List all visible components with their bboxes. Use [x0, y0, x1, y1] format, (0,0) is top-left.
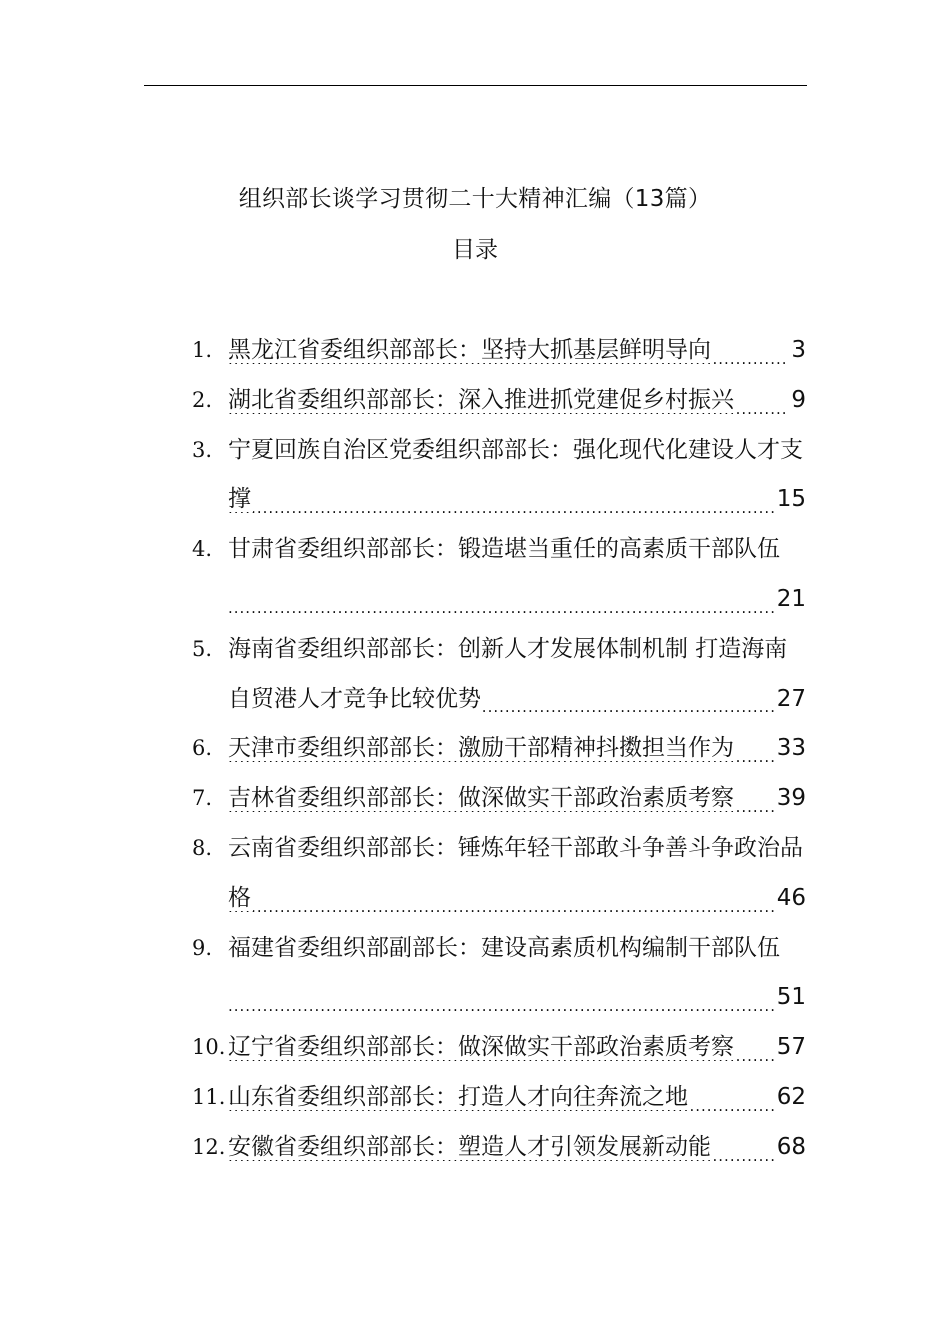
toc-entry-2[interactable]: [192, 376, 806, 426]
toc-entry-page: 27: [774, 675, 806, 725]
toc-entry-page: 39: [774, 774, 806, 824]
toc-entry-5[interactable]: [192, 625, 806, 725]
toc-entry-title: 山东省委组织部部长：打造人才向往奔流之地: [228, 1083, 688, 1110]
toc-entry-1[interactable]: [192, 326, 806, 376]
toc-entry-number: 7.: [192, 786, 213, 811]
toc-entry-page: 3: [788, 326, 806, 376]
header-rule: [144, 85, 807, 86]
toc-entry-title: 湖北省委组织部部长：深入推进抓党建促乡村振兴: [228, 386, 734, 413]
toc-entry-9[interactable]: [192, 924, 806, 1024]
toc-entry-8[interactable]: [192, 824, 806, 924]
toc-entry-number: 11.: [192, 1084, 226, 1109]
toc-entry-4[interactable]: [192, 525, 806, 625]
toc-entry-3[interactable]: [192, 426, 806, 526]
toc-entry-number: 2.: [192, 387, 213, 412]
table-of-contents: [192, 326, 806, 1173]
toc-entry-number: 9.: [192, 935, 213, 960]
toc-entry-number: 4.: [192, 537, 213, 562]
toc-entry-11[interactable]: [192, 1073, 806, 1123]
document-title: 组织部长谈学习贯彻二十大精神汇编（13篇）: [238, 186, 712, 212]
toc-entry-number: 10.: [192, 1035, 226, 1060]
toc-entry-number: 3.: [192, 437, 213, 462]
toc-entry-page: 57: [774, 1023, 806, 1073]
toc-entry-number: 12.: [192, 1134, 226, 1159]
toc-entry-title: 宁夏回族自治区党委组织部部长：强化现代化建设人才支撑: [228, 436, 803, 513]
toc-entry-page: 33: [774, 724, 806, 774]
toc-entry-12[interactable]: [192, 1123, 806, 1173]
toc-entry-10[interactable]: [192, 1023, 806, 1073]
toc-entry-page: 51: [774, 973, 806, 1023]
toc-entry-title: 福建省委组织部副部长：建设高素质机构编制干部队伍: [228, 934, 780, 961]
toc-entry-title: 甘肃省委组织部部长：锻造堪当重任的高素质干部队伍: [228, 536, 780, 563]
toc-entry-number: 6.: [192, 736, 213, 761]
toc-entry-title: 天津市委组织部部长：激励干部精神抖擞担当作为: [228, 735, 734, 762]
toc-entry-title: 云南省委组织部部长：锤炼年轻干部敢斗争善斗争政治品格: [228, 834, 803, 911]
toc-entry-title: 黑龙江省委组织部部长：坚持大抓基层鲜明导向: [228, 337, 711, 363]
toc-heading: 目录: [452, 237, 498, 263]
toc-entry-7[interactable]: [192, 774, 806, 824]
toc-entry-page: 68: [774, 1123, 806, 1173]
toc-entry-number: 5.: [192, 636, 213, 661]
toc-entry-title: 辽宁省委组织部部长：做深做实干部政治素质考察: [228, 1034, 734, 1061]
toc-entry-page: 21: [774, 575, 806, 625]
toc-entry-page: 15: [774, 475, 806, 525]
toc-entry-page: 9: [788, 376, 806, 426]
toc-entry-title: 海南省委组织部部长：创新人才发展体制机制 打造海南自贸港人才竞争比较优势: [228, 635, 788, 712]
toc-entry-number: 1.: [192, 338, 213, 362]
toc-entry-number: 8.: [192, 835, 213, 860]
toc-entry-6[interactable]: [192, 724, 806, 774]
toc-entry-page: 46: [774, 874, 806, 924]
toc-entry-page: 62: [774, 1073, 806, 1123]
toc-entry-title: 吉林省委组织部部长：做深做实干部政治素质考察: [228, 785, 734, 812]
toc-entry-title: 安徽省委组织部部长：塑造人才引领发展新动能: [228, 1133, 711, 1160]
